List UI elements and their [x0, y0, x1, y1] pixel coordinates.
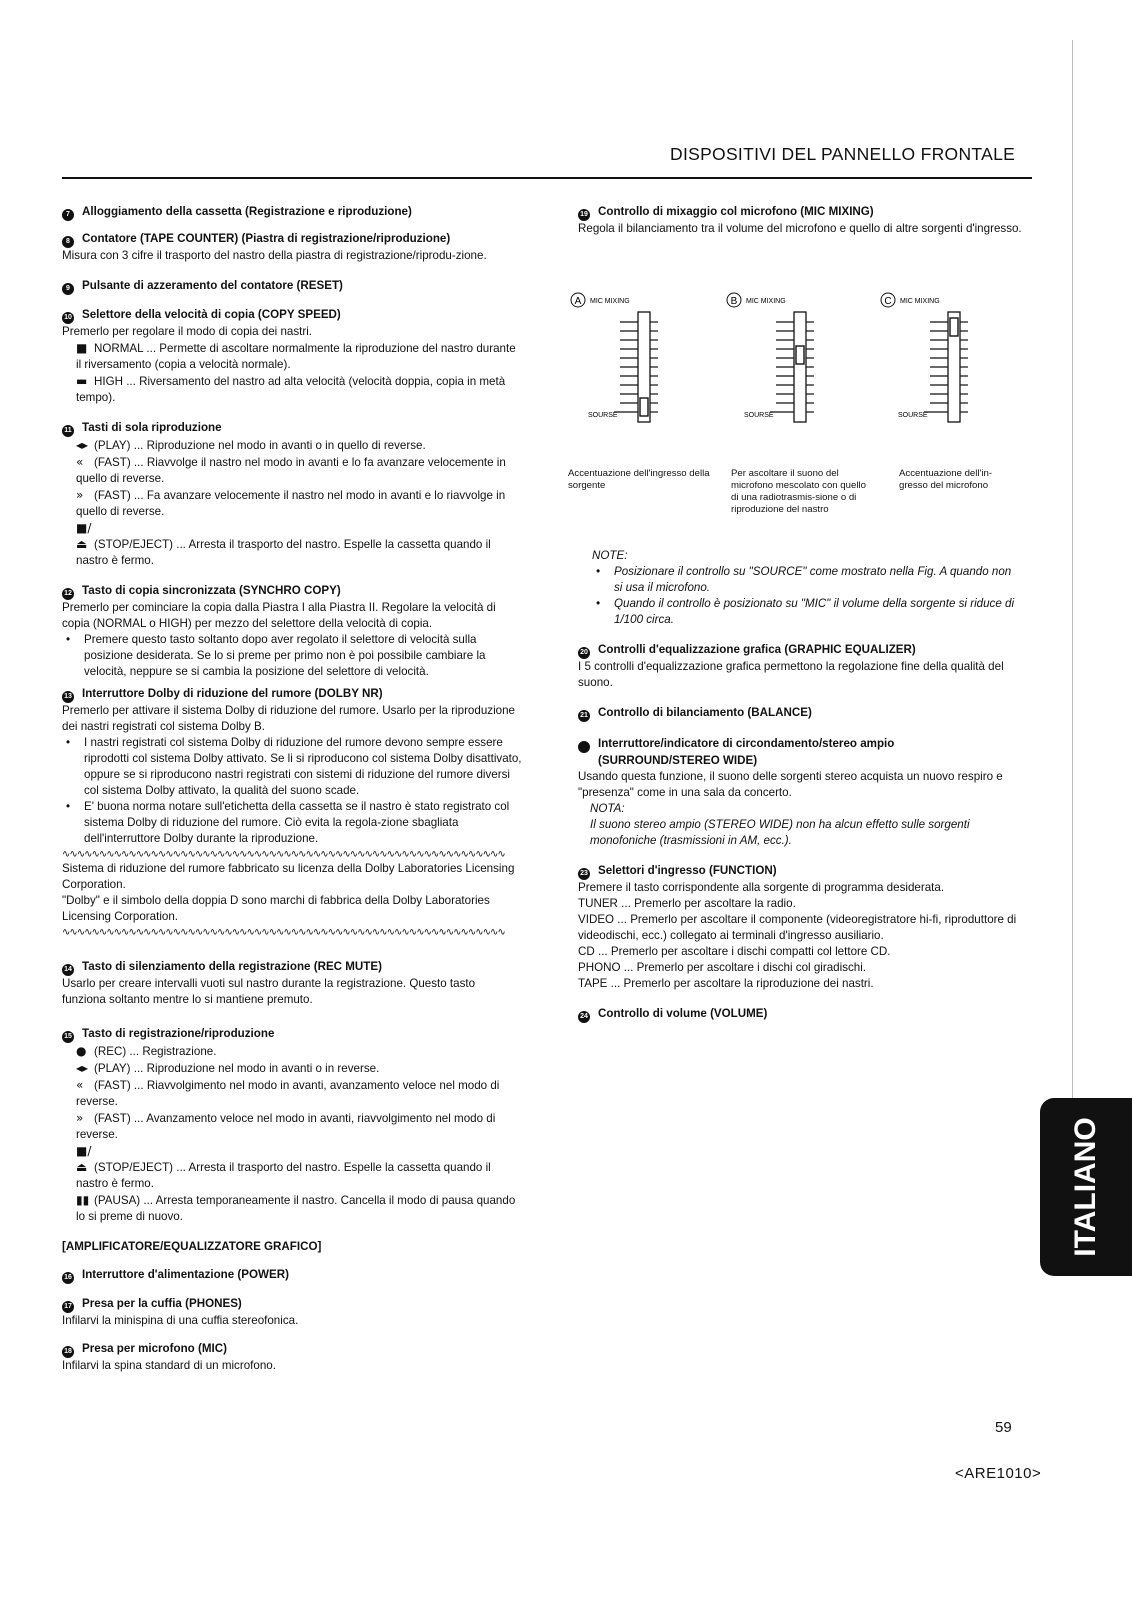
section-title: Alloggiamento della cassetta (Registrazione e riproduzione) — [82, 205, 412, 218]
mic-mixing-label: MIC MIXING — [590, 298, 630, 305]
license-text: Sistema di riduzione del rumore fabbricato su licenza della Dolby Laboratories Licensing Corporation. — [62, 862, 515, 891]
item-text: Arresta il trasporto del nastro. Espelle la cassetta quando il nastro è fermo. — [76, 538, 491, 567]
section-title: Interruttore/indicatore di circondamento/stereo ampio (SURROUND/STEREO WIDE) — [598, 737, 895, 767]
section-17 — [62, 1296, 522, 1329]
section-body: Premerlo per attivare il sistema Dolby di riduzione del rumore. Usarlo per la riproduzione dei nastri registrati col sistema Dolby B. — [62, 704, 515, 733]
section-19 — [578, 204, 1033, 237]
section-18 — [62, 1341, 522, 1374]
item-label: (FAST) ... — [94, 456, 144, 469]
section-12 — [62, 583, 522, 680]
section-7 — [62, 204, 522, 221]
figure-caption: Accentuazione dell'in-gresso del microfono — [899, 468, 993, 491]
section-title: Controllo di bilanciamento (BALANCE) — [598, 706, 812, 719]
list-item — [578, 944, 1018, 960]
stop-square-icon: ■ — [76, 341, 88, 355]
list-item — [578, 896, 1018, 912]
amp-heading: [AMPLIFICATORE/EQUALIZZATORE GRAFICO] — [62, 1240, 322, 1253]
item-text: Avanzamento veloce nel modo in avanti, riavvolgimento nel modo di reverse. — [76, 1112, 496, 1141]
section-title: Selettore della velocità di copia (COPY SPEED) — [82, 308, 341, 321]
section-number: 14 — [62, 964, 74, 976]
section-title: Selettori d'ingresso (FUNCTION) — [598, 864, 777, 877]
section-10 — [62, 307, 522, 406]
section-number: 17 — [62, 1301, 74, 1313]
section-body: Premerlo per cominciare la copia dalla Piastra I alla Piastra II. Regolare la velocità di copia (NORMAL o HIGH) per mezzo del selettore della velocità di copia. — [62, 601, 496, 630]
item-label: (STOP/EJECT) ... — [94, 1161, 186, 1174]
slider-diagram — [880, 288, 1030, 438]
figure-a — [570, 288, 720, 448]
fast-forward-icon: » — [76, 488, 84, 502]
figure-b — [726, 288, 876, 448]
right-column-top — [578, 204, 1033, 247]
section-number: 18 — [62, 1346, 74, 1358]
header-rule — [62, 177, 1032, 179]
section-number: 7 — [62, 209, 74, 221]
item-text: Premerlo per ascoltare i dischi compatti col lettore CD. — [610, 945, 891, 958]
figure-letter: B — [730, 296, 738, 307]
item-label: (FAST) ... — [94, 1112, 144, 1125]
item-text: Arresta il trasporto del nastro. Espelle la cassetta quando il nastro è fermo. — [76, 1161, 491, 1190]
section-number: 12 — [62, 588, 74, 600]
item-text: Permette di ascoltare normalmente la riproduzione del nastro durante il riversamento (copia a velocità normale). — [76, 342, 516, 371]
list-item — [578, 976, 1018, 992]
section-title: Controllo di volume (VOLUME) — [598, 1007, 768, 1020]
list-item — [578, 960, 1018, 976]
nota-title: NOTA: — [590, 802, 625, 815]
section-13 — [62, 686, 522, 939]
wavy-divider: ∿∿∿∿∿∿∿∿∿∿∿∿∿∿∿∿∿∿∿∿∿∿∿∿∿∿∿∿∿∿∿∿∿∿∿∿∿∿∿∿∿∿∿∿∿∿∿∿∿∿∿∿∿∿∿∿∿∿∿∿ — [62, 927, 505, 938]
rewind-icon: « — [76, 455, 84, 469]
page-number: 59 — [995, 1419, 1012, 1436]
section-body: I 5 controlli d'equalizzazione grafica permettono la regolazione fine della qualità del suono. — [578, 660, 1004, 689]
bar-icon: ▬ — [76, 374, 88, 388]
section-number: 11 — [62, 425, 74, 437]
rewind-icon: « — [76, 1078, 84, 1092]
nota-text: Il suono stereo ampio (STEREO WIDE) non ha alcun effetto sulle sorgenti monofoniche (trasmissioni in AM, ecc.). — [590, 818, 970, 847]
note-block — [578, 548, 1018, 628]
play-icon: ◂▸ — [76, 1061, 89, 1075]
section-16 — [62, 1267, 522, 1284]
source-label: SOURSE — [588, 412, 618, 419]
list-item — [62, 437, 522, 454]
item-text: Premerlo per ascoltare il componente (videoregistratore hi-fi, riproduttore di videodischi, ecc.) collegato ai terminali d'ingresso ausiliario. — [578, 913, 1017, 942]
item-text: Riavvolgimento nel modo in avanti, avanzamento veloce nel modo di reverse. — [76, 1079, 500, 1108]
item-label: TAPE ... — [578, 977, 621, 990]
section-title: Tasti di sola riproduzione — [82, 421, 222, 434]
stop-eject-icon: ■/⏏ — [76, 521, 92, 551]
list-item — [62, 454, 522, 487]
list-item — [62, 1110, 522, 1143]
bullet-item: • Premere questo tasto soltanto dopo aver regolato il selettore di velocità sulla posizione desiderata. Se lo si preme per primo non è poi possibile cambiare la velocità, neppure se si cambia la posizione del selettore di velocità. — [62, 632, 522, 680]
list-item — [62, 340, 522, 373]
list-item — [62, 373, 522, 406]
item-label: (PLAY) ... — [94, 1062, 144, 1075]
section-body: Infilarvi la spina standard di un microfono. — [62, 1359, 276, 1372]
list-item — [62, 1143, 522, 1192]
section-body: Usando questa funzione, il suono delle sorgenti stereo acquista un nuovo respiro e "presenza" come in una sala da concerto. — [578, 770, 1003, 799]
list-item — [578, 912, 1018, 944]
list-item — [62, 1060, 522, 1077]
list-item — [62, 487, 522, 520]
figure-caption: Per ascoltare il suono del microfono mescolato con quello di una radiotrasmis-sione o di riproduzione del nastro — [731, 468, 866, 515]
section-title: Contatore (TAPE COUNTER) (Piastra di registrazione/riproduzione) — [82, 232, 451, 245]
section-title: Presa per la cuffia (PHONES) — [82, 1297, 242, 1310]
item-text: Riavvolge il nastro nel modo in avanti e lo fa avanzare velocemente in quello di reverse. — [76, 456, 506, 485]
slider-knob — [640, 398, 648, 416]
section-number: 22 — [578, 741, 590, 753]
item-label: VIDEO ... — [578, 913, 627, 926]
section-number: 19 — [578, 209, 590, 221]
left-column — [62, 204, 522, 1384]
item-text: Premerlo per ascoltare i dischi col giradischi. — [636, 961, 867, 974]
section-number: 23 — [578, 868, 590, 880]
section-number: 15 — [62, 1031, 74, 1043]
slider-diagram — [726, 288, 876, 438]
item-label: CD ... — [578, 945, 608, 958]
section-number: 16 — [62, 1272, 74, 1284]
slider-track — [794, 312, 806, 422]
pause-icon: ▮▮ — [76, 1193, 90, 1207]
section-number: 21 — [578, 710, 590, 722]
figure-c — [880, 288, 1030, 448]
section-number: 8 — [62, 236, 74, 248]
list-item — [62, 1192, 522, 1225]
item-text: Arresta temporaneamente il nastro. Cancella il modo di pausa quando lo si preme di nuovo. — [76, 1194, 516, 1223]
item-text: Fa avanzare velocemente il nastro nel modo in avanti e lo riavvolge in quello di reverse. — [76, 489, 506, 518]
section-number: 13 — [62, 691, 74, 703]
list-item — [62, 520, 522, 569]
bullet-item: • Posizionare il controllo su "SOURCE" come mostrato nella Fig. A quando non si usa il microfono. — [592, 564, 1018, 596]
section-title: Tasto di registrazione/riproduzione — [82, 1027, 275, 1040]
section-number: 9 — [62, 283, 74, 295]
play-icon: ◂▸ — [76, 438, 89, 452]
item-label: NORMAL ... — [94, 342, 157, 355]
item-label: (PAUSA) ... — [94, 1194, 154, 1207]
item-text: Riversamento del nastro ad alta velocità (velocità doppia, copia in metà tempo). — [76, 375, 506, 404]
slider-knob — [950, 318, 958, 336]
section-title: Tasto di silenziamento della registrazione (REC MUTE) — [82, 960, 382, 973]
page-title: DISPOSITIVI DEL PANNELLO FRONTALE — [670, 144, 1016, 164]
language-tab-label: ITALIANO — [1069, 1117, 1102, 1257]
item-label: (FAST) ... — [94, 1079, 144, 1092]
section-body: Infilarvi la minispina di una cuffia stereofonica. — [62, 1314, 299, 1327]
bullet-item: • E' buona norma notare sull'etichetta della cassetta se il nastro è stato registrato col sistema Dolby di riduzione del rumore. Ciò evita la regola-zione sbagliata dell'interruttore Dolby durante la riproduzione. — [62, 799, 522, 847]
slider-diagram — [570, 288, 720, 438]
item-text: Riproduzione nel modo in avanti o in quello di reverse. — [146, 439, 426, 452]
section-8 — [62, 231, 522, 264]
figure-letter: C — [884, 296, 892, 307]
item-label: (REC) ... — [94, 1045, 140, 1058]
section-21 — [578, 705, 1018, 722]
figure-caption: Accentuazione dell'ingresso della sorgente — [568, 468, 710, 491]
section-body: Usarlo per creare intervalli vuoti sul nastro durante la registrazione. Questo tasto funziona soltanto mentre lo si mantiene premuto. — [62, 977, 476, 1006]
item-text: Premerlo per ascoltare la radio. — [634, 897, 796, 910]
section-9 — [62, 278, 522, 295]
mic-mixing-label: MIC MIXING — [900, 298, 940, 305]
section-number: 10 — [62, 312, 74, 324]
fast-forward-icon: » — [76, 1111, 84, 1125]
item-label: (STOP/EJECT) ... — [94, 538, 186, 551]
section-23 — [578, 863, 1018, 992]
document-code: <ARE1010> — [955, 1465, 1042, 1482]
section-title: Tasto di copia sincronizzata (SYNCHRO COPY) — [82, 584, 341, 597]
section-title: Interruttore Dolby di riduzione del rumore (DOLBY NR) — [82, 687, 383, 700]
section-number: 20 — [578, 647, 590, 659]
section-number: 24 — [578, 1011, 590, 1023]
section-title: Presa per microfono (MIC) — [82, 1342, 227, 1355]
section-body: Premere il tasto corrispondente alla sorgente di programma desiderata. — [578, 881, 945, 894]
source-label: SOURSE — [898, 412, 928, 419]
section-body: Misura con 3 cifre il trasporto del nastro della piastra di registrazione/riprodu-zione. — [62, 249, 487, 262]
stop-eject-icon: ■/⏏ — [76, 1144, 92, 1174]
item-text: Riproduzione nel modo in avanti o in reverse. — [146, 1062, 380, 1075]
section-15 — [62, 1026, 522, 1225]
slider-knob — [796, 346, 804, 364]
item-label: (PLAY) ... — [94, 439, 144, 452]
section-body: Premerlo per regolare il modo di copia dei nastri. — [62, 325, 313, 338]
note-title: NOTE: — [592, 549, 628, 562]
right-column-lower — [570, 548, 1018, 1033]
license-text: "Dolby" e il simbolo della doppia D sono marchi di fabbrica della Dolby Laboratories Licensing Corporation. — [62, 894, 490, 923]
section-22 — [570, 736, 1018, 849]
item-text: Premerlo per ascoltare la riproduzione dei nastri. — [623, 977, 874, 990]
mic-mixing-label: MIC MIXING — [746, 298, 786, 305]
section-title: Controllo di mixaggio col microfono (MIC MIXING) — [598, 205, 874, 218]
language-tab — [1040, 1098, 1132, 1276]
item-label: PHONO ... — [578, 961, 634, 974]
section-title: Pulsante di azzeramento del contatore (RESET) — [82, 279, 343, 292]
section-title: Interruttore d'alimentazione (POWER) — [82, 1268, 289, 1281]
list-item — [62, 1043, 522, 1060]
item-text: Registrazione. — [142, 1045, 217, 1058]
figure-letter: A — [574, 296, 582, 307]
wavy-divider: ∿∿∿∿∿∿∿∿∿∿∿∿∿∿∿∿∿∿∿∿∿∿∿∿∿∿∿∿∿∿∿∿∿∿∿∿∿∿∿∿∿∿∿∿∿∿∿∿∿∿∿∿∿∿∿∿∿∿∿∿ — [62, 849, 505, 860]
list-item — [62, 1077, 522, 1110]
section-14 — [62, 959, 522, 1008]
record-dot-icon: ● — [76, 1044, 87, 1058]
section-body: Regola il bilanciamento tra il volume del microfono e quello di altre sorgenti d'ingresso. — [578, 222, 1022, 235]
scan-edge-line — [1072, 40, 1073, 1100]
section-20 — [578, 642, 1018, 691]
item-label: TUNER ... — [578, 897, 631, 910]
item-label: HIGH ... — [94, 375, 136, 388]
bullet-item: • I nastri registrati col sistema Dolby di riduzione del rumore devono sempre essere riprodotti col sistema Dolby attivato. Se li si riproducono col sistema Dolby disattivato, oppure se si riproducono nastri registrati con sistemi di riduzione del rumore diversi col sistema Dolby attivato, la qualità del suono scade. — [62, 735, 522, 799]
bullet-item: • Quando il controllo è posizionato su "MIC" il volume della sorgente si riduce di 1/100 circa. — [592, 596, 1018, 628]
section-11 — [62, 420, 522, 569]
section-24 — [578, 1006, 1018, 1023]
section-title: Controlli d'equalizzazione grafica (GRAPHIC EQUALIZER) — [598, 643, 916, 656]
item-label: (FAST) ... — [94, 489, 144, 502]
source-label: SOURSE — [744, 412, 774, 419]
